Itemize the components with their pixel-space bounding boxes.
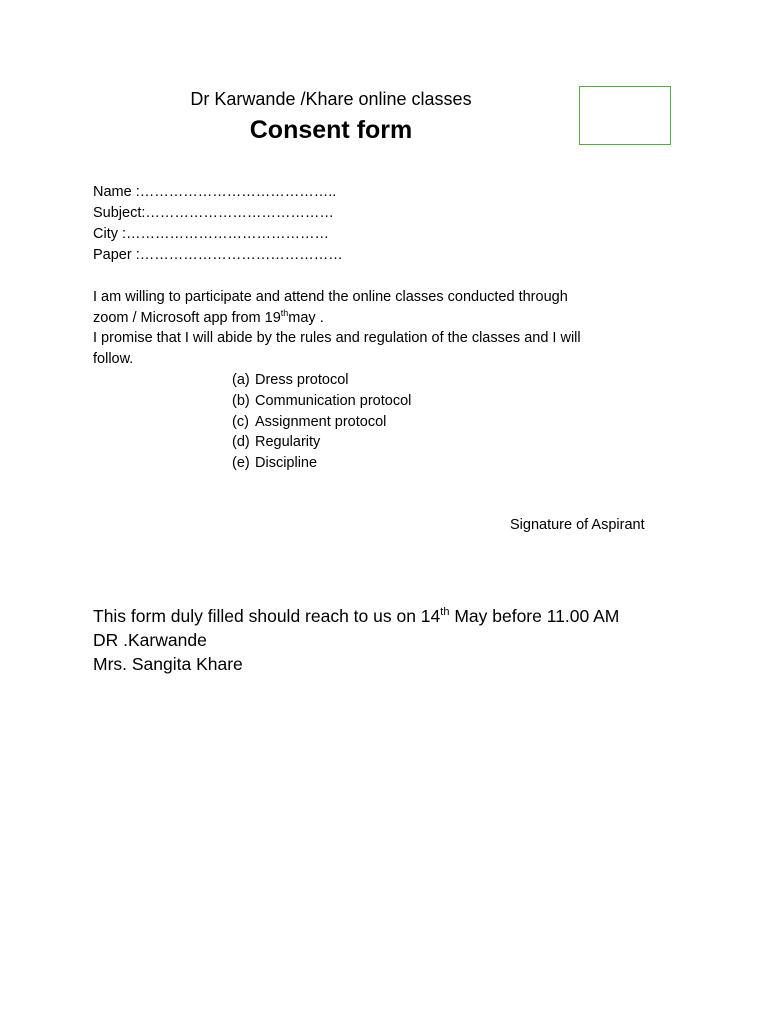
form-title: Consent form bbox=[249, 116, 413, 144]
organization-title: Dr Karwande /Khare online classes bbox=[190, 89, 472, 109]
ordinal-suffix: th bbox=[440, 606, 450, 618]
footer-note bbox=[93, 604, 619, 676]
paper-blank: …………………………………… bbox=[139, 247, 343, 263]
paper-field bbox=[93, 245, 343, 266]
protocol-list bbox=[232, 370, 411, 474]
list-item: (b) Communication protocol bbox=[232, 392, 412, 409]
signature-label: Signature of Aspirant bbox=[510, 517, 645, 533]
footer-name-karwande: DR .Karwande bbox=[93, 630, 207, 650]
list-item: (e) Discipline bbox=[232, 455, 318, 472]
ordinal-suffix: th bbox=[280, 307, 289, 318]
subject-blank: ………………………………… bbox=[145, 205, 334, 221]
paper-label: Paper : bbox=[93, 247, 140, 263]
city-blank: …………………………………… bbox=[126, 226, 330, 242]
name-label: Name : bbox=[93, 184, 140, 200]
name-blank: ………………………………….. bbox=[139, 184, 337, 200]
city-field bbox=[93, 224, 329, 245]
list-item: (c) Assignment protocol bbox=[232, 413, 387, 430]
subject-field bbox=[93, 203, 334, 224]
paragraph-line: I am willing to participate and attend the online classes conducted through bbox=[93, 289, 568, 305]
deadline-line: This form duly filled should reach to us on 14th May before 11.00 AM bbox=[93, 606, 620, 626]
name-field bbox=[93, 182, 336, 203]
list-item: (a) Dress protocol bbox=[232, 372, 349, 388]
paragraph-line: I promise that I will abide by the rules and regulation of the classes and I will bbox=[93, 330, 581, 346]
city-label: City : bbox=[93, 226, 127, 242]
subject-label: Subject: bbox=[93, 205, 146, 221]
photo-box bbox=[579, 86, 671, 145]
consent-paragraph bbox=[93, 287, 683, 369]
footer-name-khare: Mrs. Sangita Khare bbox=[93, 654, 243, 674]
paragraph-line: zoom / Microsoft app from 19thmay . bbox=[93, 307, 324, 326]
list-item: (d) Regularity bbox=[232, 434, 321, 451]
paragraph-line: follow. bbox=[93, 350, 134, 367]
